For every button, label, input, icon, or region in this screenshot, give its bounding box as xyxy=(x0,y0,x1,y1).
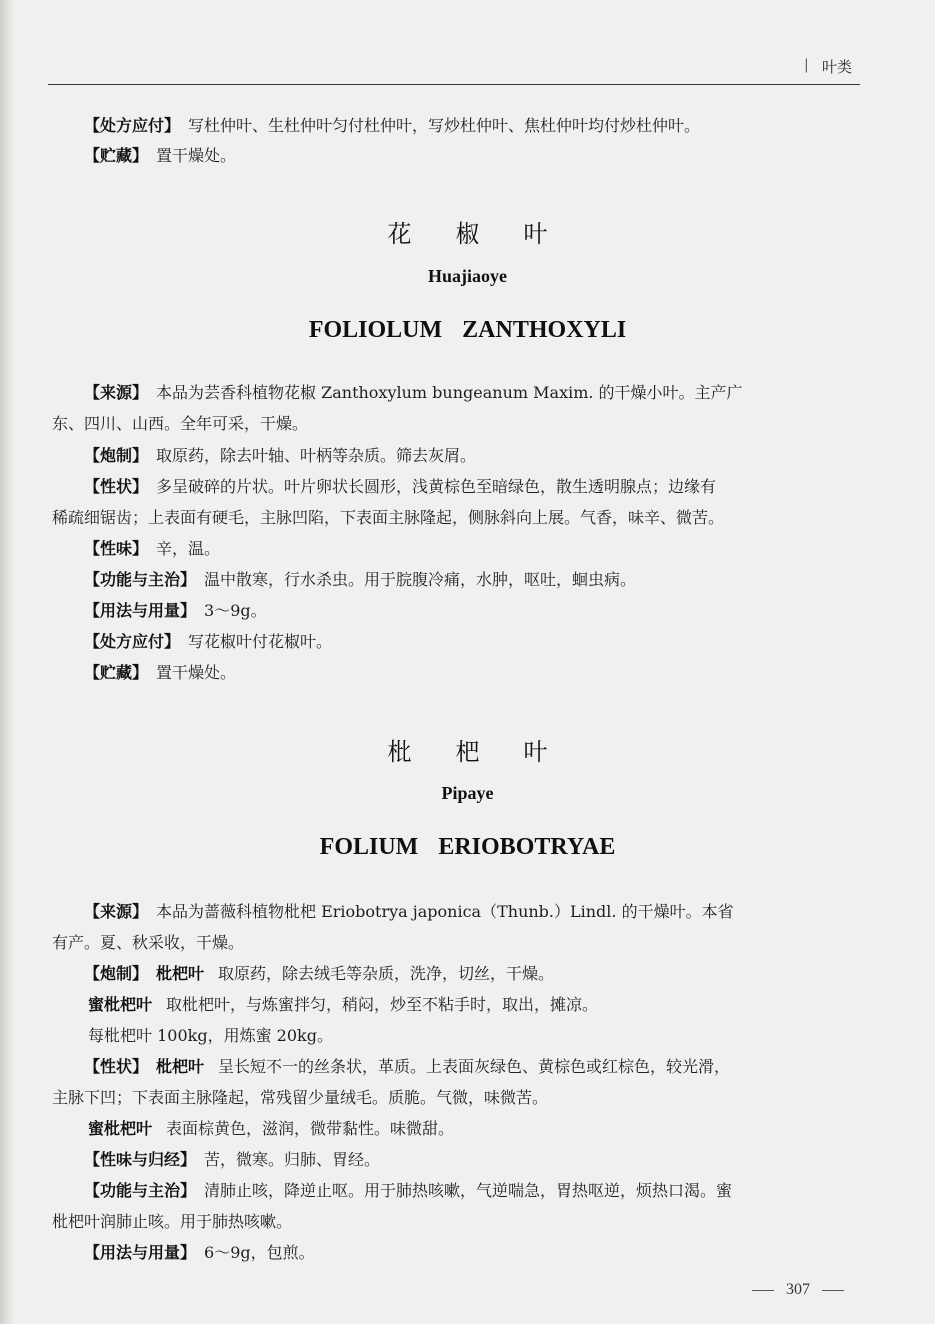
page-number-dash-right xyxy=(822,1290,844,1291)
functions-line xyxy=(84,570,636,590)
field-text: 苦，微寒。归肺、胃经。 xyxy=(204,1150,381,1169)
field-text: 取原药，除去叶轴、叶柄等杂质。筛去灰屑。 xyxy=(156,446,477,465)
page-number-value: 307 xyxy=(786,1281,810,1298)
field-tag: 【贮藏】 xyxy=(84,663,149,682)
field-text: 取枇杷叶，与炼蜜拌匀，稍闷，炒至不粘手时，取出，摊凉。 xyxy=(166,995,599,1014)
variant-label: 枇杷叶 xyxy=(156,964,205,983)
entry-title-pinyin: Huajiaoye xyxy=(428,266,507,286)
field-tag: 【性状】 xyxy=(84,1057,149,1076)
nature-line xyxy=(84,1150,380,1170)
functions-line-1 xyxy=(84,1181,732,1201)
field-text: 本品为芸香科植物花椒 Zanthoxylum bungeanum Maxim. 的干燥小叶。主产广 xyxy=(156,383,743,402)
field-tag: 【处方应付】 xyxy=(84,116,181,135)
characters-line-1 xyxy=(84,1057,730,1077)
field-text: 表面棕黄色，滋润，微带黏性。味微甜。 xyxy=(166,1119,455,1138)
variant-label: 蜜枇杷叶 xyxy=(88,1119,153,1138)
field-tag: 【炮制】 xyxy=(84,446,149,465)
field-tag: 【用法与用量】 xyxy=(84,1243,197,1262)
storage-line xyxy=(84,663,236,683)
field-text: 呈长短不一的丝条状，革质。上表面灰绿色、黄棕色或红棕色，较光滑， xyxy=(218,1057,731,1076)
running-header-section: 叶类 xyxy=(822,58,853,76)
variant-label: 蜜枇杷叶 xyxy=(88,995,153,1014)
field-tag: 【来源】 xyxy=(84,383,149,402)
field-text: 3～9g。 xyxy=(204,601,267,620)
field-tag: 【功能与主治】 xyxy=(84,570,197,589)
processing-line xyxy=(84,446,476,466)
processing-honey-line xyxy=(88,995,598,1015)
header-separator: | xyxy=(804,57,809,73)
entry-title-chinese: 枇杷叶 xyxy=(387,738,592,766)
field-text: 写花椒叶付花椒叶。 xyxy=(188,632,333,651)
field-text: 取原药，除去绒毛等杂质，洗净，切丝，干燥。 xyxy=(218,964,555,983)
field-tag: 【来源】 xyxy=(84,902,149,921)
field-tag: 【性味与归经】 xyxy=(84,1150,197,1169)
entry-title-latin: FOLIUM ERIOBOTRYAE xyxy=(319,834,616,860)
characters-line-1 xyxy=(84,477,716,497)
prescription-line xyxy=(84,632,332,652)
field-text: 清肺止咳，降逆止呕。用于肺热咳嗽，气逆喘急，胃热呕逆，烦热口渴。蜜 xyxy=(204,1181,733,1200)
page-number xyxy=(740,1281,856,1299)
source-line-2: 东、四川、山西。全年可采，干燥。 xyxy=(52,414,309,433)
entry-title-latin: FOLIOLUM ZANTHOXYLI xyxy=(308,317,627,343)
processing-line xyxy=(84,964,554,984)
dosage-line xyxy=(84,1243,315,1263)
field-tag: 【性味】 xyxy=(84,539,149,558)
field-tag: 【炮制】 xyxy=(84,964,149,983)
field-tag: 【性状】 xyxy=(84,477,149,496)
field-tag: 【处方应付】 xyxy=(84,632,181,651)
field-text: 温中散寒，行水杀虫。用于脘腹冷痛，水肿，呕吐，蛔虫病。 xyxy=(204,570,637,589)
field-text: 辛，温。 xyxy=(156,539,221,558)
entry-title-chinese: 花椒叶 xyxy=(387,220,592,248)
entry-title-pinyin: Pipaye xyxy=(441,783,494,803)
field-text: 写杜仲叶、生杜仲叶匀付杜仲叶，写炒杜仲叶、焦杜仲叶均付炒杜仲叶。 xyxy=(188,116,701,135)
top-storage-line xyxy=(84,146,236,166)
characters-line-2: 稀疏细锯齿；上表面有硬毛，主脉凹陷，下表面主脉隆起，侧脉斜向上展。气香，味辛、微苦。 xyxy=(52,508,725,527)
top-prescription-line xyxy=(84,116,700,136)
field-text: 6～9g，包煎。 xyxy=(204,1243,315,1262)
field-text: 本品为蔷薇科植物枇杷 Eriobotrya japonica（Thunb.）Lindl. 的干燥叶。本省 xyxy=(156,902,734,921)
nature-line xyxy=(84,539,220,559)
field-text: 置干燥处。 xyxy=(156,146,237,165)
variant-label: 枇杷叶 xyxy=(156,1057,205,1076)
functions-line-2: 枇杷叶润肺止咳。用于肺热咳嗽。 xyxy=(52,1212,293,1231)
field-tag: 【贮藏】 xyxy=(84,146,149,165)
binding-shadow xyxy=(0,0,14,1324)
characters-honey-line xyxy=(88,1119,454,1139)
processing-ratio-line: 每枇杷叶 100kg，用炼蜜 20kg。 xyxy=(88,1026,333,1045)
page-number-dash-left xyxy=(752,1290,774,1291)
source-line-1 xyxy=(84,383,743,403)
field-text: 多呈破碎的片状。叶片卵状长圆形，浅黄棕色至暗绿色，散生透明腺点；边缘有 xyxy=(156,477,717,496)
field-text: 置干燥处。 xyxy=(156,663,237,682)
characters-line-2: 主脉下凹；下表面主脉隆起，常残留少量绒毛。质脆。气微，味微苦。 xyxy=(52,1088,549,1107)
source-line-2: 有产。夏、秋采收，干燥。 xyxy=(52,933,245,952)
dosage-line xyxy=(84,601,267,621)
field-tag: 【功能与主治】 xyxy=(84,1181,197,1200)
field-tag: 【用法与用量】 xyxy=(84,601,197,620)
source-line-1 xyxy=(84,902,734,922)
header-rule xyxy=(48,84,860,85)
